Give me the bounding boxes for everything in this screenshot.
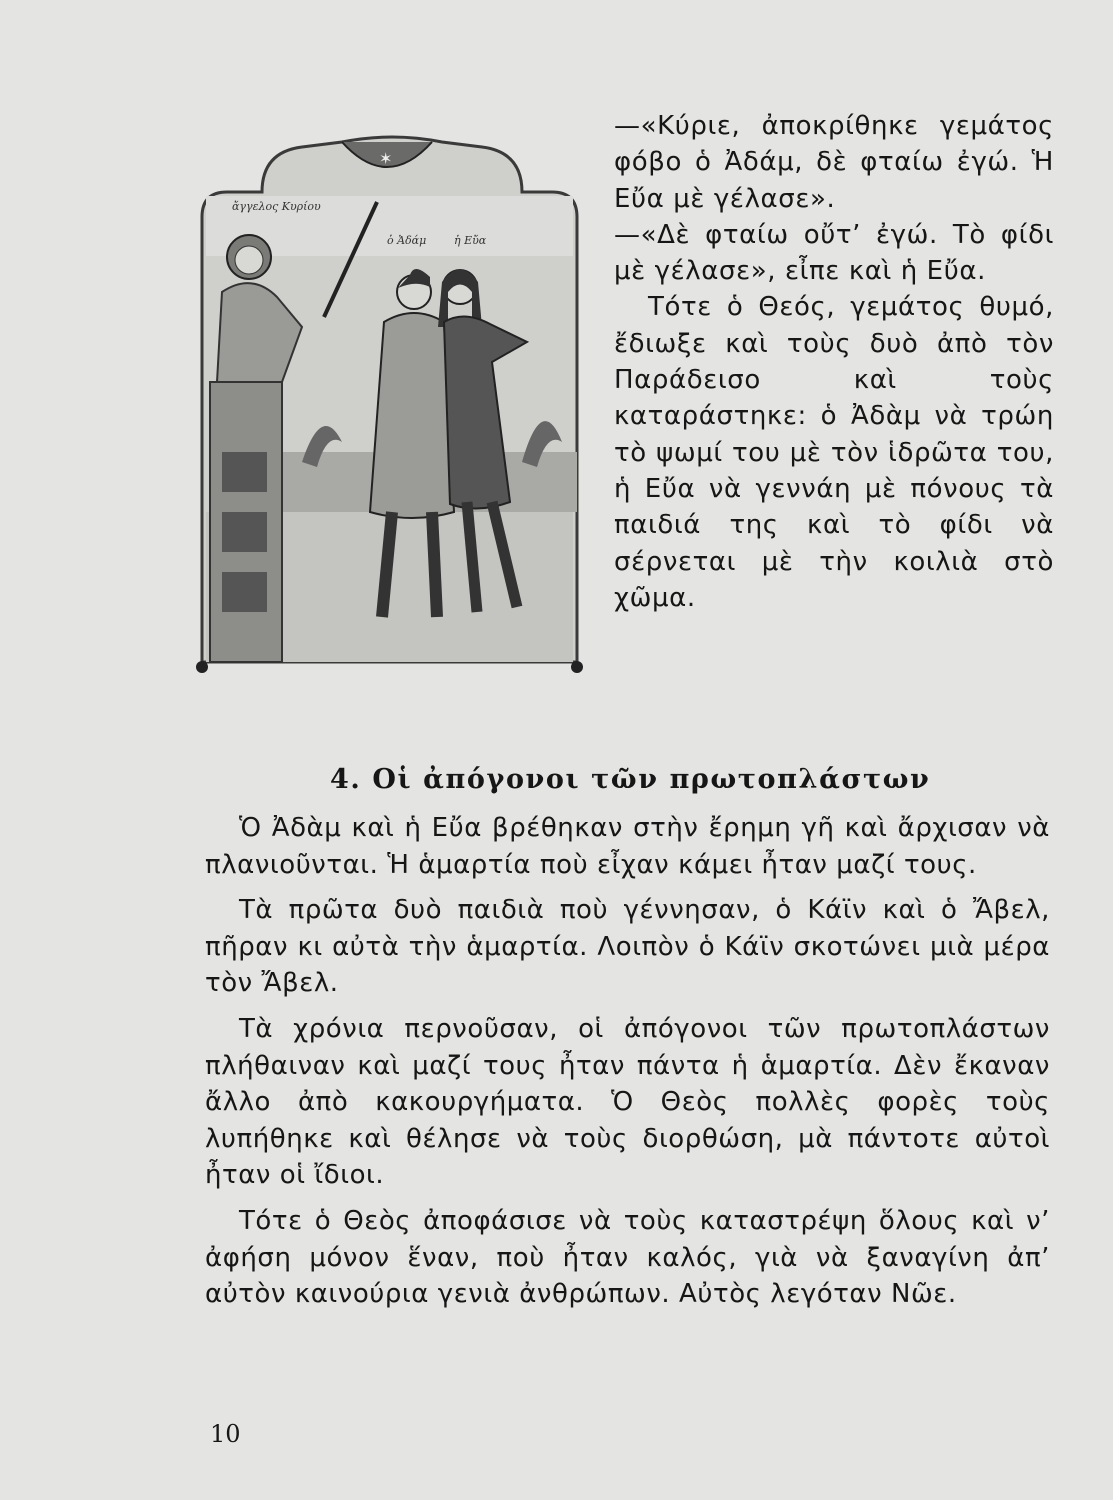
page-number: 10 (210, 1420, 241, 1448)
ornament-dot (571, 661, 583, 673)
body-paragraph: Τότε ὁ Θεὸς ἀποφάσισε νὰ τοὺς καταστρέψη ὅλους καὶ ν’ ἀφήση μόνον ἕναν, ποὺ ἦταν καλός, γιὰ νὰ ξαναγίνη ἀπ’ αὐτὸν καινούρια γενιὰ ἀνθρώπων. Αὐτὸς λεγόταν Νῶε. (205, 1205, 1050, 1310)
right-column-text (614, 108, 1054, 616)
column-paragraph: Τότε ὁ Θεός, γεμάτος θυμό, ἔδιωξε καὶ τοὺς δυὸ ἀπὸ τὸν Παράδεισο καὶ τοὺς καταράστηκε: ὁ Ἀδὰμ νὰ τρώη τὸ ψωμί του μὲ τὸν ἱδρῶτα του, ἡ Εὔα νὰ γεννάη μὲ πόνους τὰ παιδιά της καὶ τὸ φίδι νὰ σέρνεται μὲ τὴν κοιλιὰ στὸ χῶμα. (614, 292, 1054, 613)
column-paragraph: —«Δὲ φταίω οὔτ’ ἐγώ. Τὸ φίδι μὲ γέλασε», εἶπε καὶ ἡ Εὔα. (614, 219, 1054, 287)
expulsion-from-paradise-image (192, 132, 584, 680)
label-angel: ἄγγελος Κυρίου (232, 200, 321, 213)
body-text (205, 810, 1050, 1322)
label-adam: ὁ Ἀδάμ (387, 234, 427, 247)
gate-window (222, 512, 267, 552)
body-paragraph: Τὰ χρόνια περνοῦσαν, οἱ ἀπόγονοι τῶν πρωτοπλάστων πλήθαιναν καὶ μαζί τους ἦταν πάντα ἡ ἁμαρτία. Δὲν ἔκαναν ἄλλο ἀπὸ κακουργήματα. Ὁ Θεὸς πολλὲς φορὲς τοὺς λυπήθηκε καὶ θέλησε νὰ τοὺς διορθώση, μὰ πάντοτε αὐτοὶ ἦταν οἱ ἴδιοι. (205, 1013, 1050, 1191)
body-paragraph: Ὁ Ἀδὰμ καὶ ἡ Εὔα βρέθηκαν στὴν ἔρημη γῆ καὶ ἄρχισαν νὰ πλανιοῦνται. Ἡ ἁμαρτία ποὺ εἶχαν κάμει ἦταν μαζί τους. (205, 813, 1050, 880)
icon-illustration (192, 132, 584, 680)
adam-tunic (370, 313, 454, 518)
adam-leg (432, 512, 437, 617)
column-paragraph: —«Κύριε, ἀποκρίθηκε γεμάτος φόβο ὁ Ἀδάμ, δὲ φταίω ἐγώ. Ἡ Εὔα μὲ γέλασε». (614, 111, 1054, 214)
body-paragraph: Τὰ πρῶτα δυὸ παιδιὰ ποὺ γέννησαν, ὁ Κάϊν καὶ ὁ Ἄβελ, πῆραν κι αὐτὰ τὴν ἁμαρτία. Λοιπὸν ὁ Κάϊν σκοτώνει μιὰ μέρα τὸν Ἄβελ. (205, 895, 1050, 999)
gate-window (222, 572, 267, 612)
ornament-dot (196, 661, 208, 673)
gate-window (222, 452, 267, 492)
angel-head (235, 246, 263, 274)
star-icon: ✶ (379, 149, 393, 168)
label-eve: ἡ Εὔα (454, 234, 487, 247)
section-heading: 4. Οἱ ἀπόγονοι τῶν πρωτοπλάστων (330, 764, 931, 795)
